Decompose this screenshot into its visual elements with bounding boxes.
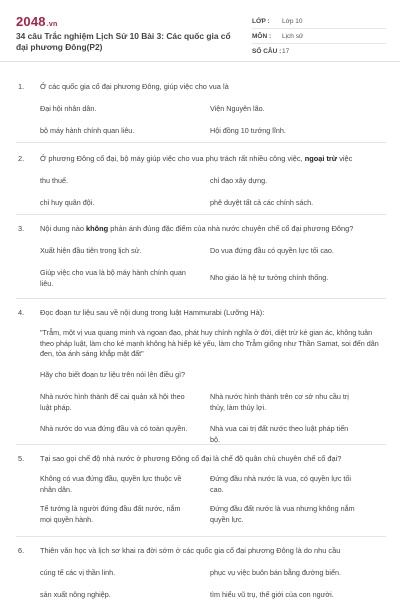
option-d[interactable]: phê duyệt tất cả các chính sách. — [210, 198, 314, 207]
option-a[interactable]: cúng tế các vị thần linh. — [40, 568, 116, 577]
option-d[interactable]: tìm hiểu vũ trụ, thế giới của con người. — [210, 590, 334, 599]
source-quote: "Trẫm, một vị vua quang minh và ngoan đạo, phát huy chính nghĩa ở đời, diệt trừ kẻ gian ác, không tuân theo pháp luật, làm cho kẻ mạnh không hà hiếp kẻ yếu, làm cho Trẫm giống như Thần Samat, soi đến dân đen, tỏa ánh sáng khắp mặt đất" — [40, 328, 379, 358]
question-number: 1. — [18, 82, 25, 91]
meta-value: Lớp 10 — [282, 17, 303, 25]
divider — [16, 214, 386, 215]
option-a[interactable]: Nhà nước hình thành để cai quản xã hội theo luật pháp. — [40, 392, 185, 412]
option-d[interactable]: Nhà vua cai trị đất nước theo luật pháp tiến bộ. — [210, 424, 349, 444]
question-number: 4. — [18, 308, 25, 317]
option-b[interactable]: chỉ đạo xây dựng. — [210, 176, 268, 185]
question-text-emphasis: không — [86, 224, 109, 233]
question-text: Thiên văn học và lịch sơ khai ra đời sớm ở các quốc gia cổ đại phương Đông là do nhu cầu — [40, 546, 341, 555]
question-text: Ở các quốc gia cổ đại phương Đông, giúp việc cho vua là — [40, 82, 229, 91]
meta-value: 17 — [282, 48, 290, 55]
question-text: Tại sao gọi chế độ nhà nước ở phương Đông cổ đại là chế độ quân chủ chuyên chế cổ đại? — [40, 454, 342, 463]
option-d[interactable]: Đứng đầu đất nước là vua nhưng không nắm quyền lực. — [210, 504, 355, 524]
meta-label: MÔN : — [252, 32, 272, 40]
question-text — [40, 154, 380, 165]
question-number: 5. — [18, 454, 25, 463]
divider — [16, 536, 386, 537]
question-number: 6. — [18, 546, 25, 555]
meta-label: SỐ CÂU : — [252, 48, 282, 55]
meta-panel — [252, 14, 386, 59]
question-text-part: phản ánh đúng đặc điểm của nhà nước chuyên chế cổ đại phương Đông? — [108, 224, 354, 233]
divider — [16, 142, 386, 143]
site-logo[interactable] — [16, 14, 57, 29]
option-b[interactable]: Đứng đầu nhà nước là vua, có quyền lực tối cao. — [210, 474, 352, 494]
page-title: 34 câu Trắc nghiệm Lịch Sử 10 Bài 3: Các quốc gia cổ đại phương Đông(P2) — [16, 31, 231, 52]
option-a[interactable]: Xuất hiện đầu tiên trong lịch sử. — [40, 246, 142, 255]
option-c[interactable]: chỉ huy quân đội. — [40, 198, 95, 207]
question-text-part: Nội dung nào — [40, 224, 87, 233]
meta-row-count — [252, 44, 386, 59]
meta-value: Lịch sử — [282, 32, 304, 40]
option-c[interactable]: Giúp việc cho vua là bộ máy hành chính quan liêu. — [40, 268, 186, 288]
meta-row-subject — [252, 29, 386, 44]
divider — [16, 298, 386, 299]
option-b[interactable]: phục vụ việc buôn bán bằng đường biển. — [210, 568, 342, 577]
option-d[interactable]: Hội đồng 10 tướng lĩnh. — [210, 126, 286, 135]
option-b[interactable]: Viện Nguyên lão. — [210, 104, 265, 113]
question-number: 2. — [18, 154, 25, 163]
option-c[interactable]: bộ máy hành chính quan liêu. — [40, 126, 135, 135]
option-c[interactable]: Nhà nước do vua đứng đầu và có toàn quyền. — [40, 424, 188, 433]
option-b[interactable]: Nhà nước hình thành trên cơ sở nhu cầu trị thủy, làm thủy lợi. — [210, 392, 349, 412]
meta-row-class — [252, 14, 386, 29]
option-c[interactable]: Tể tướng là người đứng đầu đất nước, nắm mọi quyền hành. — [40, 504, 181, 524]
logo-text: 2048 — [16, 14, 46, 29]
question-text-emphasis: ngoại trừ — [304, 154, 338, 163]
question-number: 3. — [18, 224, 25, 233]
option-a[interactable]: Đại hội nhân dân. — [40, 104, 97, 113]
logo-suffix: .vn — [46, 21, 58, 28]
question-text-part: Ở phương Đông cổ đại, bộ máy giúp việc cho vua phụ trách rất nhiều công việc, — [40, 154, 305, 163]
question-text: Đọc đoạn tư liệu sau về nội dung trong luật Hammurabi (Lưỡng Hà): — [40, 308, 265, 317]
option-a[interactable]: Không có vua đứng đầu, quyền lực thuộc về nhân dân. — [40, 474, 182, 494]
option-c[interactable]: sản xuất nông nghiệp. — [40, 590, 111, 599]
divider — [16, 444, 386, 445]
question-text-part: việc — [337, 154, 353, 163]
question-text — [40, 224, 380, 235]
option-d[interactable]: Nho giáo là hệ tư tưởng chính thống. — [210, 273, 329, 282]
sub-question: Hãy cho biết đoạn tư liệu trên nói lên điều gì? — [40, 370, 186, 379]
meta-label: LỚP : — [252, 17, 270, 25]
option-b[interactable]: Do vua đứng đầu có quyền lực tối cao. — [210, 246, 334, 255]
page-header — [0, 0, 400, 62]
option-a[interactable]: thu thuế. — [40, 176, 68, 185]
